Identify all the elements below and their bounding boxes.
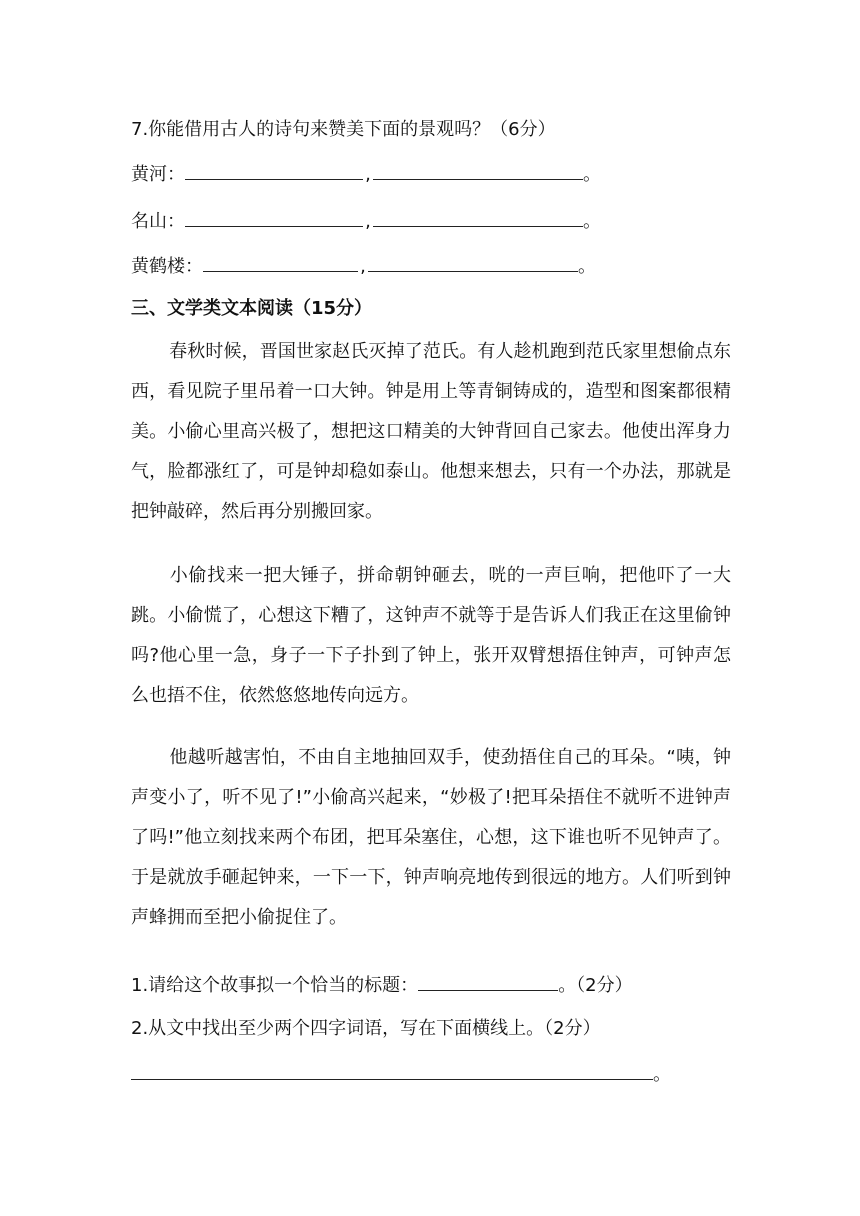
question-2-answer-line: 。 [131, 1061, 671, 1087]
answer-blank[interactable] [368, 253, 578, 272]
answer-blank[interactable] [203, 253, 358, 272]
answer-blank[interactable] [373, 161, 583, 180]
question-2: 2.从文中找出至少两个四字词语，写在下面横线上。（2分） [131, 1018, 601, 1039]
story-paragraph-3: 他越听越害怕，不由自主地抽回双手，使劲捂住自己的耳朵。“咦，钟声变小了，听不见了!”小偷高兴起来，“妙极了!把耳朵捂住不就听不进钟声了吗!”他立刻找来两个布团，把耳朵塞住，心想，这下谁也听不见钟声了。于是就放手砸起钟来，一下一下，钟声响亮地传到很远的地方。人们听到钟声蜂拥而至把小偷捉住了。 [131, 747, 731, 928]
answer-blank[interactable] [185, 208, 363, 227]
story-paragraph-1: 春秋时候，晋国世家赵氏灭掉了范氏。有人趁机跑到范氏家里想偷点东西，看见院子里吊着一口大钟。钟是用上等青铜铸成的，造型和图案都很精美。小偷心里高兴极了，想把这口精美的大钟背回自己家去。他使出浑身力气，脸都涨红了，可是钟却稳如泰山。他想来想去，只有一个办法，那就是把钟敲碎，然后再分别搬回家。 [131, 341, 731, 522]
q7-item-yellow-crane-tower: 黄鹤楼： , 。 [131, 253, 596, 279]
item-label: 黄鹤楼： [131, 256, 203, 277]
question-7-prompt: 7.你能借用古人的诗句来赞美下面的景观吗？（6分） [131, 119, 556, 140]
q7-item-yellow-river: 黄河： , 。 [131, 161, 601, 187]
story-paragraph-2: 小偷找来一把大锤子，拼命朝钟砸去，咣的一声巨响，把他吓了一大跳。小偷慌了，心想这下糟了，这钟声不就等于是告诉人们我正在这里偷钟吗?他心里一急，身子一下子扑到了钟上，张开双臂想捂住钟声，可钟声怎么也捂不住，依然悠悠地传向远方。 [131, 565, 731, 706]
question-1: 1.请给这个故事拟一个恰当的标题： 。（2分） [131, 972, 633, 998]
answer-blank[interactable] [373, 208, 583, 227]
item-label: 名山： [131, 211, 185, 232]
q7-item-famous-mountain: 名山： , 。 [131, 208, 601, 234]
title-answer-blank[interactable] [418, 972, 558, 991]
section-3-heading: 三、文学类文本阅读（15分） [131, 298, 373, 319]
item-label: 黄河： [131, 164, 185, 185]
words-answer-blank[interactable] [131, 1061, 653, 1080]
answer-blank[interactable] [185, 161, 363, 180]
